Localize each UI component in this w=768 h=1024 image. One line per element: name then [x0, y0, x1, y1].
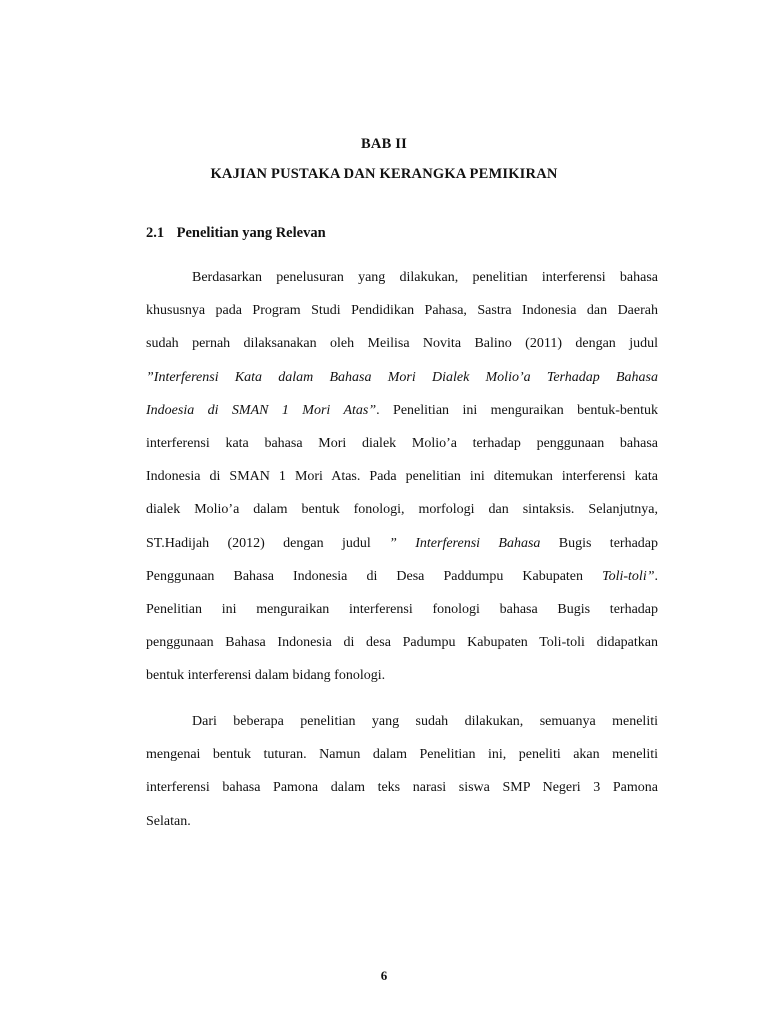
chapter-title: KAJIAN PUSTAKA DAN KERANGKA PEMIKIRAN	[210, 166, 558, 182]
italic-text: ” Interferensi Bahasa	[389, 536, 541, 551]
paragraph1-line	[146, 368, 658, 388]
text-segment: sudah pernah dilaksanakan oleh Meilisa Novita Balino (2011) dengan judul	[146, 336, 658, 351]
paragraph1-line	[146, 301, 658, 321]
paragraph1-line	[146, 434, 658, 454]
text-segment: . Penelitian ini menguraikan bentuk-bentuk	[376, 403, 658, 418]
italic-text: Toli-toli”	[602, 569, 655, 584]
section-title: Penelitian yang Relevan	[176, 225, 326, 241]
text-segment: bentuk interferensi dalam bidang fonologi.	[146, 668, 386, 683]
italic-text: ”Interferensi Kata dalam Bahasa Mori Dialek Molio’a Terhadap Bahasa	[146, 370, 658, 385]
paragraph2-line	[146, 778, 658, 798]
paragraph1-line	[146, 401, 658, 421]
paragraph2-line	[146, 745, 658, 765]
page-number: 6	[380, 968, 388, 983]
section-heading	[146, 225, 326, 242]
paragraph1-line	[146, 600, 658, 620]
text-segment: Indonesia di SMAN 1 Mori Atas. Pada penelitian ini ditemukan interferensi kata	[146, 469, 658, 484]
text-segment: Dari beberapa penelitian yang sudah dilakukan, semuanya meneliti	[192, 714, 658, 729]
text-segment: mengenai bentuk tuturan. Namun dalam Penelitian ini, peneliti akan meneliti	[146, 747, 658, 762]
text-segment: Penelitian ini menguraikan interferensi fonologi bahasa Bugis terhadap	[146, 602, 658, 617]
italic-text: Indoesia di SMAN 1 Mori Atas”	[146, 403, 377, 418]
text-segment: .	[654, 569, 658, 584]
text-segment: penggunaan Bahasa Indonesia di desa Padumpu Kabupaten Toli-toli didapatkan	[146, 635, 658, 650]
section-number: 2.1	[146, 225, 165, 241]
text-segment: dialek Molio’a dalam bentuk fonologi, morfologi dan sintaksis. Selanjutnya,	[146, 502, 658, 517]
paragraph2-line	[192, 712, 658, 732]
paragraph1-line	[146, 666, 658, 686]
paragraph1-line	[146, 633, 658, 653]
text-segment: interferensi kata bahasa Mori dialek Molio’a terhadap penggunaan bahasa	[146, 436, 658, 451]
paragraph1-line	[146, 500, 658, 520]
paragraph1-line	[146, 467, 658, 487]
paragraph2-line	[146, 812, 658, 832]
paragraph1-line	[146, 567, 658, 587]
text-segment: Berdasarkan penelusuran yang dilakukan, penelitian interferensi bahasa	[192, 270, 658, 285]
text-segment: khususnya pada Program Studi Pendidikan Pahasa, Sastra Indonesia dan Daerah	[146, 303, 658, 318]
chapter-heading: BAB II	[361, 136, 407, 152]
paragraph1-line	[146, 534, 658, 554]
text-segment: interferensi bahasa Pamona dalam teks narasi siswa SMP Negeri 3 Pamona	[146, 780, 658, 795]
text-segment: Penggunaan Bahasa Indonesia di Desa Paddumpu Kabupaten	[146, 569, 603, 584]
text-segment: Bugis terhadap	[540, 536, 658, 551]
paragraph1-line	[146, 334, 658, 354]
text-segment: ST.Hadijah (2012) dengan judul	[146, 536, 390, 551]
paragraph1-line	[192, 268, 658, 288]
text-segment: Selatan.	[146, 814, 191, 829]
